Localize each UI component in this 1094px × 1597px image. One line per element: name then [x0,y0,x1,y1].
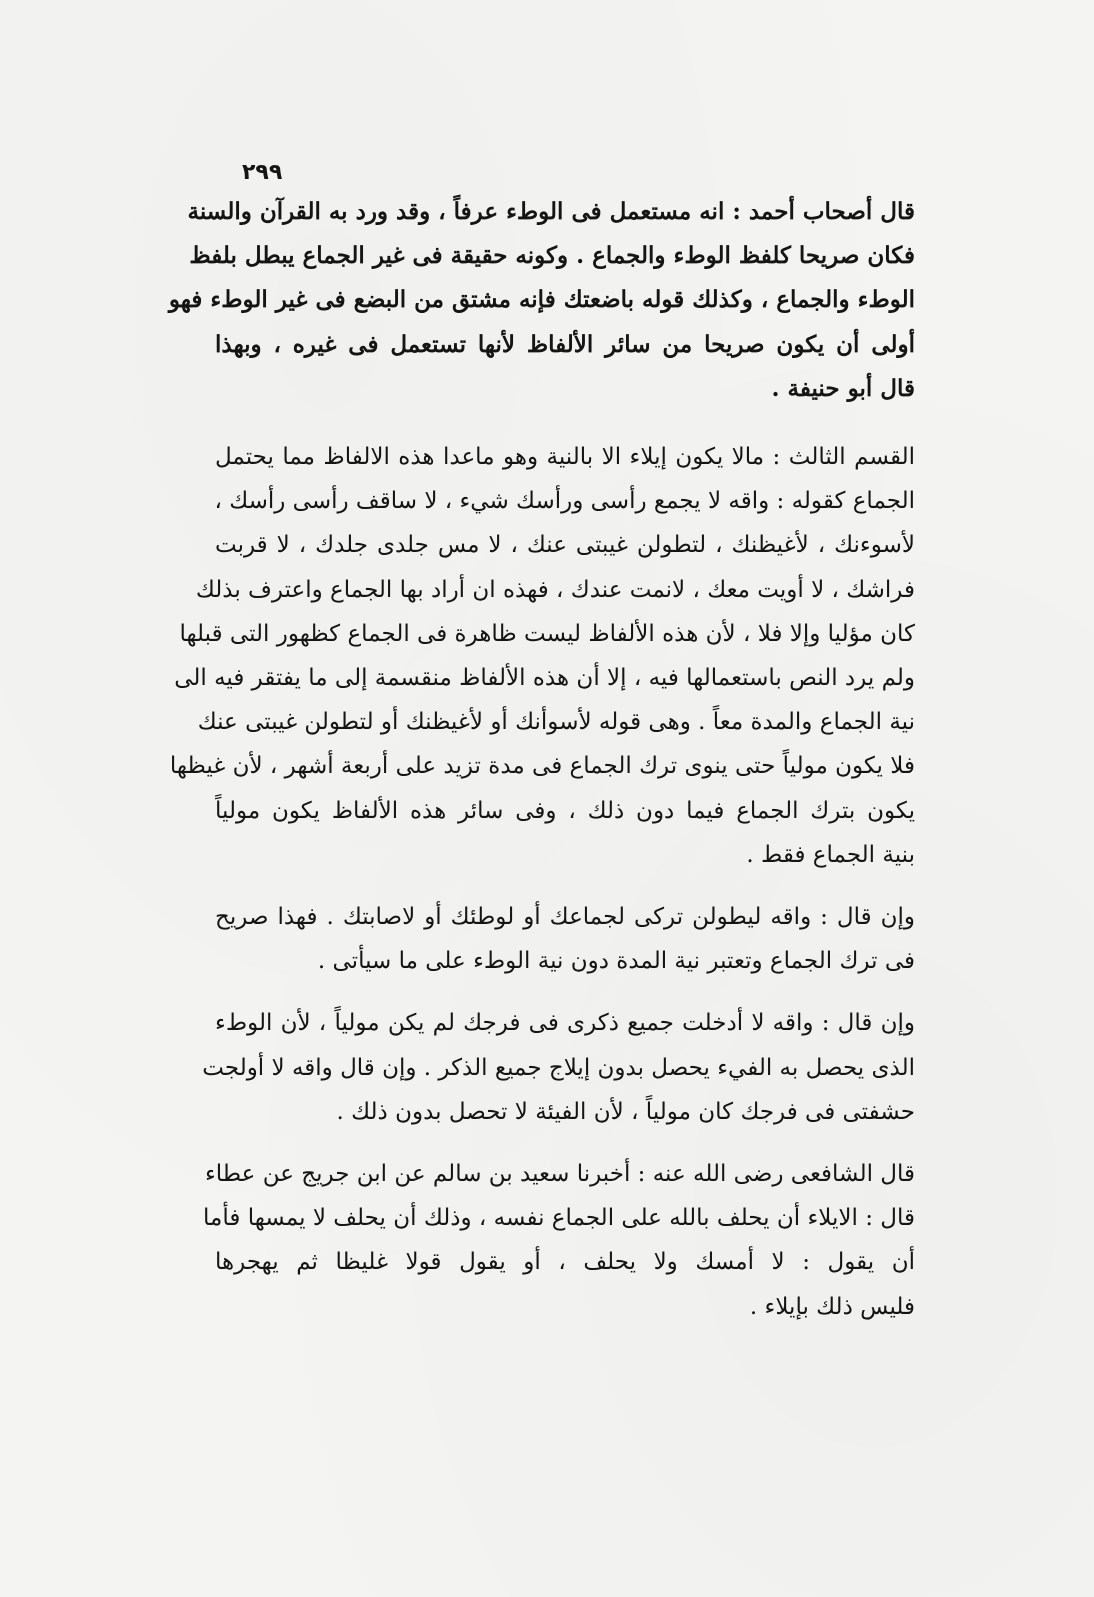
text-line: حشفتى فى فرجك كان مولياً ، لأن الفيئة لا تحصل بدون ذلك . [336,1098,915,1125]
text-line: أولى أن يكون صريحا من سائر الألفاظ لأنها تستعمل فى غيره ، وبهذا [215,330,915,358]
text-line: وإن قال : واقه ليطولن تركى لجماعك أو لوطئك أو لاصابتك . فهذا صريح [215,904,916,931]
text-line: فليس ذلك بإيلاء . [749,1293,915,1320]
text-line: وإن قال : واقه لا أدخلت جميع ذكرى فى فرجك لم يكن مولياً ، لأن الوطء [215,1010,915,1037]
text-line: فلا يكون مولياً حتى ينوى ترك الجماع فى مدة تزيد على أربعة أشهر ، لأن غيظها [169,753,915,780]
text-line: قال أصحاب أحمد : انه مستعمل فى الوطء عرفاً ، وقد ورد به القرآن والسنة [187,198,915,225]
text-line: فى ترك الجماع وتعتبر نية المدة دون نية الوطء على ما سيأتى . [317,948,915,975]
paragraph-1 [168,190,915,411]
text-line: بنية الجماع فقط . [746,841,915,868]
text-line: الوطء والجماع ، وكذلك قوله باضعتك فإنه مشتق من البضع فى غير الوطء فهو [168,286,915,314]
text-line: كان مؤليا وإلا فلا ، لأن هذه الألفاظ ليست ظاهرة فى الجماع كظهور التى قبلها [179,620,915,647]
text-line: أن يقول : لا أمسك ولا يحلف ، أو يقول قولا غليظا ثم يهجرها [215,1249,915,1276]
body-text [168,190,916,1329]
text-line: ولم يرد النص باستعمالها فيه ، إلا أن هذه الألفاظ منقسمة إلى ما يفتقر فيه الى [174,665,915,692]
text-line: قال أبو حنيفة . [771,374,915,402]
text-line: الجماع كقوله : واقه لا يجمع رأسى ورأسك شيء ، لا ساقف رأسى رأسك ، [214,488,915,515]
text-line: القسم الثالث : مالا يكون إيلاء الا بالنية وهو ماعدا هذه الالفاظ مما يحتمل [215,444,915,471]
page-number: ٢٩٩ [242,160,283,185]
text-line: لأسوءنك ، لأغيظنك ، لتطولن غيبتى عنك ، لا مس جلدى جلدك ، لا قربت [215,532,915,559]
text-line: يكون بترك الجماع فيما دون ذلك ، وفى سائر هذه الألفاظ يكون مولياً [215,797,915,824]
text-line: فراشك ، لا أويت معك ، لانمت عندك ، فهذه ان أراد بها الجماع واعترف بذلك [195,576,915,603]
paragraph-3 [215,895,915,983]
paragraph-2 [169,435,915,877]
text-line: قال : الايلاء أن يحلف بالله على الجماع نفسه ، وذلك أن يحلف لا يمسها فأما [203,1205,915,1232]
text-line: قال الشافعى رضى الله عنه : أخبرنا سعيد بن سالم عن ابن جريج عن عطاء [204,1161,915,1188]
text-line: فكان صريحا كلفظ الوطء والجماع . وكونه حقيقة فى غير الجماع يبطل بلفظ [189,242,915,270]
paragraph-5 [203,1152,915,1329]
text-line: نية الجماع والمدة معاً . وهى قوله لأسوأنك أو لأغيظنك أو لتطولن غيبتى عنك [197,709,915,736]
text-line: الذى يحصل به الفيء يحصل بدون إيلاج جميع الذكر . وإن قال واقه لا أولجت [202,1054,915,1081]
paragraph-4 [202,1001,915,1134]
